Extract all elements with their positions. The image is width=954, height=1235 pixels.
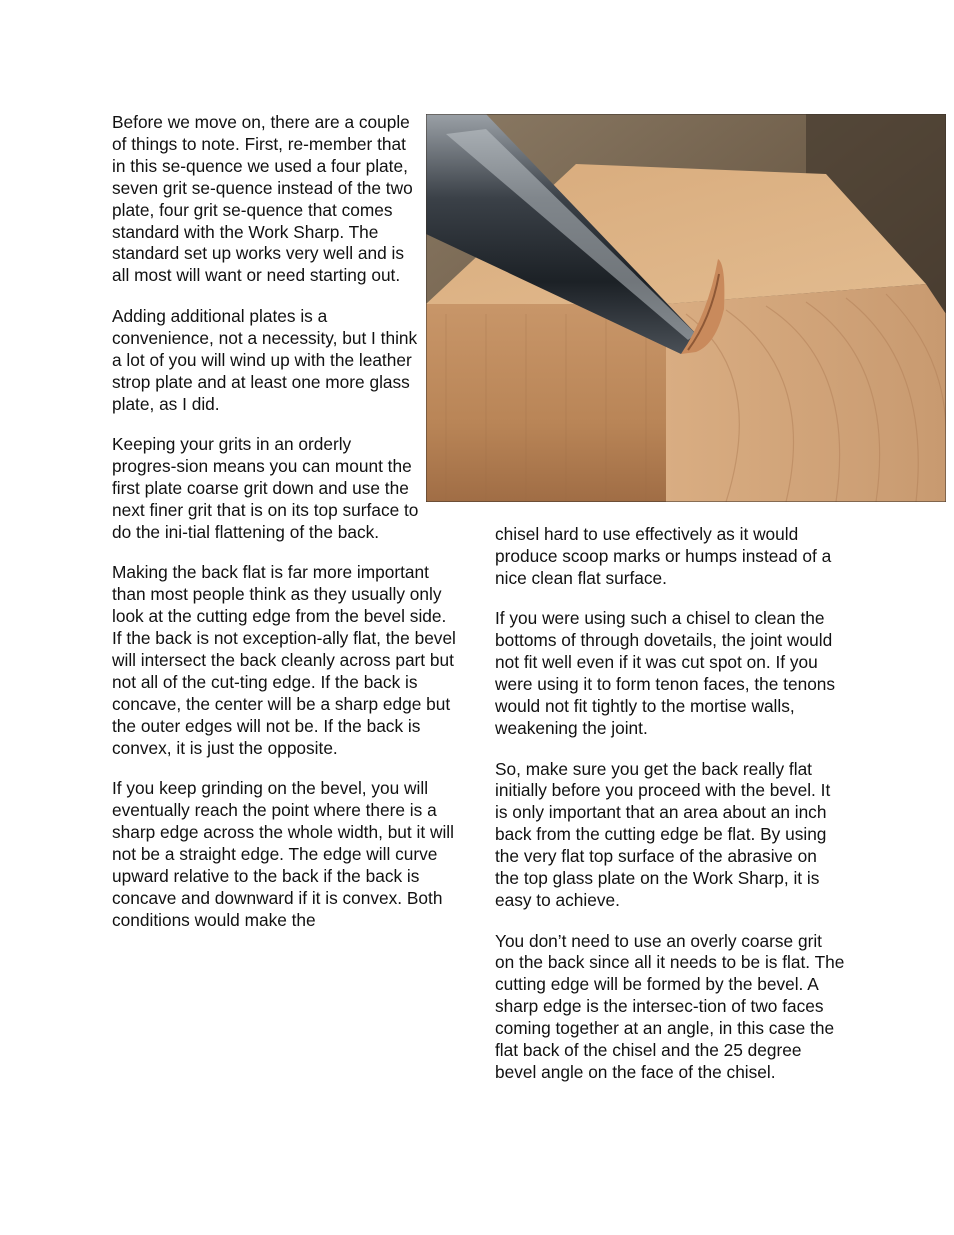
paragraph: If you keep grinding on the bevel, you will eventually reach the point where there is a sharp edge across the whole width, but it will not be a straight edge. The edge will curve upward relative to the back if the back is concave and downward if it is convex. Both conditions would make the: [112, 778, 454, 930]
chisel-on-wood-image: [426, 114, 946, 502]
paragraph: So, make sure you get the back really flat initially before you proceed with the bevel. It is only important that an area about an inch back from the cutting edge be flat. By using the very flat top surface of the abrasive on the top glass plate on the Work Sharp, it is easy to achieve.: [495, 758, 831, 910]
paragraph: chisel hard to use effectively as it would produce scoop marks or humps instead of a nice clean flat surface.: [495, 524, 832, 588]
paragraph: Keeping your grits in an orderly progres-sion means you can mount the first plate coarse grit down and use the next finer grit that is on its top surface to do the ini-tial flattening of the back.: [112, 434, 419, 542]
paragraph: Before we move on, there are a couple of things to note. First, re-member that in this se-quence we used a four plate, seven grit se-quence instead of the two plate, four grit se-quence that comes standard with the Work Sharp. The standard set up works very well and is all most will want or need starting out.: [112, 112, 413, 286]
left-column: [112, 112, 460, 950]
paragraph: Adding additional plates is a convenience, not a necessity, but I think a lot of you will wind up with the leather strop plate and at least one more glass plate, as I did.: [112, 305, 418, 414]
chisel-photo: [426, 114, 946, 502]
paragraph: You don’t need to use an overly coarse grit on the back since all it needs to be is flat. The cutting edge will be formed by the bevel. A sharp edge is the intersec-tion of two faces coming together at an angle, in this case the flat back of the chisel and the 25 degree bevel angle on the face of the chisel.: [495, 930, 845, 1082]
paragraph: If you were using such a chisel to clean the bottoms of through dovetails, the joint would not fit well even if it was cut spot on. If you were using it to form tenon faces, the tenons would not fit tightly to the mortise walls, weakening the joint.: [495, 608, 836, 738]
paragraph: Making the back flat is far more important than most people think as they usually only look at the cutting edge from the bevel side. If the back is not exception-ally flat, the bevel will intersect the back cleanly across part but not all of the cut-ting edge. If the back is concave, the center will be a sharp edge but the outer edges will not be. If the back is convex, it is just the opposite.: [112, 562, 456, 758]
right-column: [495, 524, 845, 1103]
